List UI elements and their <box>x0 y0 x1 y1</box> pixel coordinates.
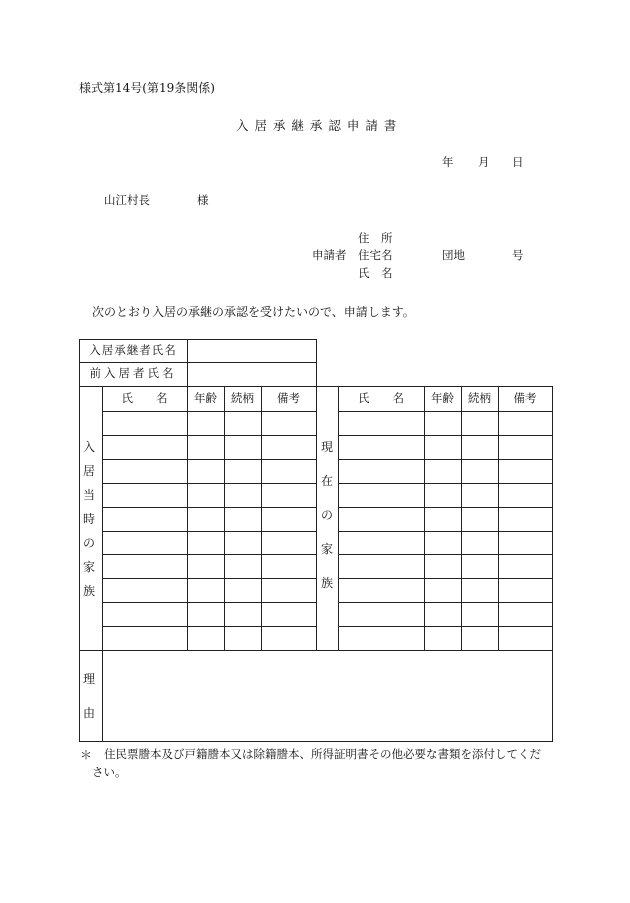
left-group-char: の <box>82 536 95 550</box>
family-member-cell[interactable] <box>187 459 224 483</box>
right-group-label <box>317 441 337 589</box>
family-member-cell[interactable] <box>461 602 498 626</box>
table-hline <box>338 411 553 412</box>
addressee-honorific: 様 <box>197 193 209 207</box>
family-member-cell[interactable] <box>261 626 316 650</box>
applicant-address-label: 住 所 <box>358 231 393 245</box>
family-member-cell[interactable] <box>187 554 224 578</box>
date-year: 年 <box>442 155 454 169</box>
family-member-cell[interactable] <box>224 435 261 459</box>
family-member-cell[interactable] <box>261 554 316 578</box>
family-member-cell[interactable] <box>424 411 461 435</box>
reason-char: 由 <box>82 706 95 720</box>
family-member-cell[interactable] <box>498 507 552 531</box>
table-vline <box>102 386 103 742</box>
family-member-cell[interactable] <box>261 602 316 626</box>
family-member-cell[interactable] <box>498 483 552 507</box>
table-vline <box>187 386 188 651</box>
table-vline <box>338 386 339 651</box>
family-member-cell[interactable] <box>187 602 224 626</box>
right-group-char: 族 <box>320 576 333 590</box>
family-member-cell[interactable] <box>102 435 187 459</box>
family-member-cell[interactable] <box>424 578 461 602</box>
right-group-char: 家 <box>320 542 333 556</box>
family-member-cell[interactable] <box>102 602 187 626</box>
table-hline <box>102 554 317 555</box>
previous-resident-field[interactable] <box>187 362 316 386</box>
family-member-cell[interactable] <box>261 459 316 483</box>
table-hline <box>102 435 317 436</box>
family-member-cell[interactable] <box>102 531 187 554</box>
table-hline <box>102 602 317 603</box>
footnote-mark: ＊ <box>80 748 93 762</box>
table-hline <box>338 554 553 555</box>
table-vline <box>187 339 188 387</box>
reason-label <box>79 673 99 719</box>
family-member-cell[interactable] <box>102 483 187 507</box>
family-member-cell[interactable] <box>461 459 498 483</box>
table-hline <box>79 339 317 340</box>
left-col-name-header: 氏 名 <box>121 390 168 405</box>
table-vline <box>498 386 499 651</box>
family-member-cell[interactable] <box>424 531 461 554</box>
table-hline <box>102 507 317 508</box>
table-hline <box>338 507 553 508</box>
family-member-cell[interactable] <box>461 411 498 435</box>
family-member-cell[interactable] <box>102 578 187 602</box>
table-hline <box>102 626 317 627</box>
table-hline <box>79 386 553 387</box>
page-title: 入 居 承 継 承 認 申 請 書 <box>236 118 398 133</box>
applicant-complex-label: 団地 <box>442 248 465 262</box>
date-month: 月 <box>478 155 490 169</box>
successor-name-field[interactable] <box>187 339 316 362</box>
family-member-cell[interactable] <box>102 554 187 578</box>
table-vline <box>261 386 262 651</box>
footnote-line2: さい。 <box>92 765 127 779</box>
family-member-cell[interactable] <box>224 531 261 554</box>
family-member-cell[interactable] <box>424 435 461 459</box>
family-member-cell[interactable] <box>338 411 424 435</box>
family-member-cell[interactable] <box>224 411 261 435</box>
family-member-cell[interactable] <box>187 435 224 459</box>
table-vline <box>552 386 553 742</box>
family-member-cell[interactable] <box>498 411 552 435</box>
family-member-cell[interactable] <box>187 578 224 602</box>
family-member-cell[interactable] <box>102 507 187 531</box>
family-member-cell[interactable] <box>338 483 424 507</box>
family-member-cell[interactable] <box>187 411 224 435</box>
table-hline <box>102 483 317 484</box>
table-vline <box>79 339 80 742</box>
family-member-cell[interactable] <box>187 507 224 531</box>
previous-resident-label: 前入居者氏名 <box>89 366 177 381</box>
family-member-cell[interactable] <box>424 483 461 507</box>
family-member-cell[interactable] <box>102 411 187 435</box>
family-member-cell[interactable] <box>461 507 498 531</box>
family-member-cell[interactable] <box>424 602 461 626</box>
successor-name-label: 入居承継者氏名 <box>89 342 177 357</box>
family-member-cell[interactable] <box>424 626 461 650</box>
right-col-name-header: 氏 名 <box>358 390 404 405</box>
family-member-cell[interactable] <box>102 626 187 650</box>
family-member-cell[interactable] <box>338 459 424 483</box>
family-member-cell[interactable] <box>224 483 261 507</box>
family-member-cell[interactable] <box>224 602 261 626</box>
table-hline <box>338 435 553 436</box>
date-day: 日 <box>512 155 524 169</box>
family-member-cell[interactable] <box>498 578 552 602</box>
family-member-cell[interactable] <box>498 626 552 650</box>
family-member-cell[interactable] <box>338 435 424 459</box>
table-hline <box>102 459 317 460</box>
family-member-cell[interactable] <box>498 435 552 459</box>
family-member-cell[interactable] <box>498 602 552 626</box>
family-member-cell[interactable] <box>461 578 498 602</box>
family-member-cell[interactable] <box>498 459 552 483</box>
family-member-cell[interactable] <box>261 531 316 554</box>
table-hline <box>79 741 553 742</box>
right-group-char: 現 <box>320 440 333 454</box>
applicant-housing-label: 住宅名 <box>358 248 393 262</box>
left-col-age-header: 年齢 <box>194 390 217 405</box>
left-group-char: 家 <box>82 560 95 574</box>
table-vline <box>461 386 462 651</box>
table-hline <box>79 650 553 651</box>
left-col-remarks-header: 備考 <box>277 390 300 405</box>
family-member-cell[interactable] <box>498 531 552 554</box>
table-hline <box>102 411 317 412</box>
family-member-cell[interactable] <box>261 578 316 602</box>
table-hline <box>338 626 553 627</box>
family-member-cell[interactable] <box>338 602 424 626</box>
table-vline <box>424 386 425 651</box>
table-hline <box>79 362 317 363</box>
right-col-relation-header: 続柄 <box>468 390 491 405</box>
family-member-cell[interactable] <box>461 435 498 459</box>
family-member-cell[interactable] <box>424 554 461 578</box>
left-group-char: 居 <box>82 464 95 478</box>
applicant-name-label: 氏 名 <box>358 266 393 280</box>
family-member-cell[interactable] <box>224 626 261 650</box>
family-member-cell[interactable] <box>102 459 187 483</box>
reason-field[interactable] <box>102 650 552 741</box>
family-member-cell[interactable] <box>187 626 224 650</box>
family-member-cell[interactable] <box>338 626 424 650</box>
intro-text: 次のとおり入居の承継の承認を受けたいので、申請します。 <box>92 305 415 319</box>
form-number: 様式第14号(第19条関係) <box>79 81 215 95</box>
table-vline <box>224 386 225 651</box>
table-hline <box>338 531 553 532</box>
family-member-cell[interactable] <box>424 459 461 483</box>
family-member-cell[interactable] <box>461 531 498 554</box>
family-member-cell[interactable] <box>338 531 424 554</box>
family-member-cell[interactable] <box>261 483 316 507</box>
reason-char: 理 <box>82 672 95 686</box>
family-member-cell[interactable] <box>261 435 316 459</box>
right-col-remarks-header: 備考 <box>513 390 537 405</box>
footnote-line1: 住民票謄本及び戸籍謄本又は除籍謄本、所得証明書その他必要な書類を添付してくだ <box>104 747 541 761</box>
family-member-cell[interactable] <box>338 578 424 602</box>
family-member-cell[interactable] <box>338 507 424 531</box>
family-member-cell[interactable] <box>461 626 498 650</box>
applicant-number-label: 号 <box>512 248 524 262</box>
left-group-char: 族 <box>82 584 95 598</box>
table-hline <box>338 483 553 484</box>
family-member-cell[interactable] <box>461 483 498 507</box>
family-member-cell[interactable] <box>224 459 261 483</box>
applicant-role-label: 申請者 <box>312 248 347 262</box>
addressee-name: 山江村長 <box>104 193 150 207</box>
left-col-relation-header: 続柄 <box>231 390 254 405</box>
family-member-cell[interactable] <box>261 507 316 531</box>
table-hline <box>102 531 317 532</box>
family-member-cell[interactable] <box>261 411 316 435</box>
family-member-cell[interactable] <box>187 531 224 554</box>
family-member-cell[interactable] <box>224 554 261 578</box>
right-col-age-header: 年齢 <box>431 390 454 405</box>
table-hline <box>338 459 553 460</box>
left-group-char: 当 <box>82 488 95 502</box>
table-hline <box>338 578 553 579</box>
table-hline <box>102 578 317 579</box>
right-group-char: の <box>320 508 333 522</box>
family-member-cell[interactable] <box>338 554 424 578</box>
family-member-cell[interactable] <box>187 483 224 507</box>
family-member-cell[interactable] <box>424 507 461 531</box>
table-hline <box>338 602 553 603</box>
left-group-label <box>79 441 99 597</box>
right-group-char: 在 <box>320 474 333 488</box>
family-member-cell[interactable] <box>224 507 261 531</box>
left-group-char: 入 <box>82 440 95 454</box>
family-member-cell[interactable] <box>498 554 552 578</box>
left-group-char: 時 <box>82 512 95 526</box>
family-member-cell[interactable] <box>461 554 498 578</box>
family-member-cell[interactable] <box>224 578 261 602</box>
